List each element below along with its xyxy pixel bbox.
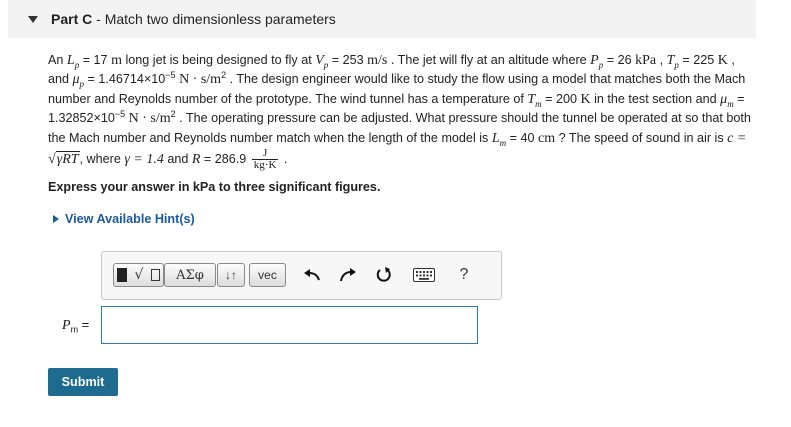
sub: p: [74, 59, 80, 70]
exponent: 2: [170, 109, 176, 120]
hint-label: View Available Hint(s): [65, 212, 195, 226]
redo-icon[interactable]: [337, 265, 359, 285]
text: . The jet will fly at an altitude where: [387, 53, 591, 67]
unit: m/s: [367, 53, 388, 68]
exponent: −5: [165, 70, 176, 81]
math-Lm: [492, 131, 506, 146]
math-Tp: [667, 53, 679, 68]
problem-statement: [48, 51, 758, 171]
sym: L: [66, 53, 75, 68]
exponent: −5: [114, 109, 126, 120]
text: , and: [48, 53, 735, 87]
text: ? The speed of sound in air is: [555, 130, 728, 145]
math-mum: [720, 92, 734, 107]
frac-num: J: [252, 148, 279, 160]
sub: p: [598, 59, 604, 70]
text: = 17: [79, 53, 112, 67]
part-label: Part C: [51, 11, 93, 27]
unit: N · s/m: [175, 72, 222, 88]
help-icon[interactable]: ?: [459, 266, 469, 283]
sub: m: [535, 98, 542, 109]
answer-label: [62, 317, 89, 334]
text: in the test section and: [590, 91, 721, 106]
unit: cm: [538, 130, 556, 146]
text: , where: [79, 151, 125, 166]
part-title: [51, 11, 336, 27]
empty-box-icon: [151, 269, 160, 281]
text: = 1.46714×10: [84, 72, 166, 87]
keyboard-icon[interactable]: [413, 265, 435, 285]
text: = 200: [541, 91, 581, 106]
answer-instruction: Express your answer in kPa to three significant figures.: [48, 180, 381, 194]
text: . The operating pressure can be adjusted. What pressure should the tunnel be operated at so that both the Mach number and Reynolds number match when the length of the model is: [48, 111, 751, 145]
math-editor-toolbar: [101, 251, 502, 300]
unit: kPa: [635, 53, 657, 68]
sqrt-icon: √: [134, 267, 144, 283]
unit: K: [580, 91, 591, 107]
text: = 40: [506, 130, 539, 145]
unit: N · s/m: [125, 111, 171, 127]
text: = 1.32852×10: [48, 91, 745, 126]
equals-sign: =: [78, 317, 90, 332]
exponent: 2: [221, 70, 227, 81]
sym: μ: [720, 91, 728, 107]
math-c: c =: [727, 130, 747, 146]
view-hints-link[interactable]: [53, 212, 195, 226]
frac-den: kg·K: [253, 159, 277, 172]
templates-button[interactable]: [113, 263, 164, 287]
expand-triangle-icon: [53, 215, 59, 223]
text: = 225: [678, 53, 718, 67]
collapse-caret-icon[interactable]: [28, 16, 38, 23]
text: and: [163, 151, 192, 166]
undo-icon[interactable]: [301, 265, 323, 285]
answer-var-sub: m: [70, 324, 79, 335]
arrows-button[interactable]: ↓↑: [217, 263, 245, 287]
greek-symbols-button[interactable]: ΑΣφ: [164, 263, 216, 287]
vector-button[interactable]: vec: [249, 263, 286, 287]
sym: T: [527, 91, 536, 107]
sym: V: [315, 53, 324, 68]
math-R: R: [191, 151, 201, 167]
text: = 253: [328, 53, 368, 67]
part-title-text: Match two dimensionless parameters: [104, 11, 336, 27]
math-sqrt: √γRT: [48, 151, 79, 167]
sym: L: [491, 130, 500, 146]
math-Pp: [590, 53, 603, 68]
math-fraction: [252, 148, 279, 171]
sub: m: [499, 137, 507, 148]
unit: K: [717, 53, 728, 68]
sub: m: [727, 98, 734, 109]
text: = 286.9: [200, 151, 250, 166]
answer-var: P: [62, 318, 71, 333]
text: .: [280, 151, 288, 166]
math-Tm: [527, 92, 541, 107]
text: . The design engineer would like to study the flow using a model that matches both the Mach number and Reynolds number of the prototype. The wind tunnel has a temperature of: [48, 72, 746, 106]
math-gamma: γ = 1.4: [124, 151, 164, 167]
text: An: [48, 53, 67, 67]
filled-box-icon: [117, 268, 127, 282]
math-mup: [72, 72, 85, 90]
sub: p: [674, 59, 679, 70]
math-Vp: [315, 53, 328, 68]
sub: p: [323, 59, 329, 70]
sym: P: [590, 53, 599, 68]
submit-button[interactable]: Submit: [48, 368, 118, 396]
text: long jet is being designed to fly at: [121, 53, 316, 67]
part-separator: -: [92, 11, 105, 27]
sub: p: [79, 79, 85, 90]
math-Lp: [67, 53, 79, 68]
text: ,: [656, 53, 667, 67]
answer-input[interactable]: [101, 306, 478, 344]
unit: m: [111, 53, 122, 68]
text: = 26: [603, 53, 636, 67]
part-header[interactable]: [8, 0, 756, 38]
sym: T: [666, 53, 675, 68]
sym: μ: [72, 72, 80, 88]
reset-icon[interactable]: [373, 265, 395, 285]
radicand: γRT: [56, 151, 79, 167]
